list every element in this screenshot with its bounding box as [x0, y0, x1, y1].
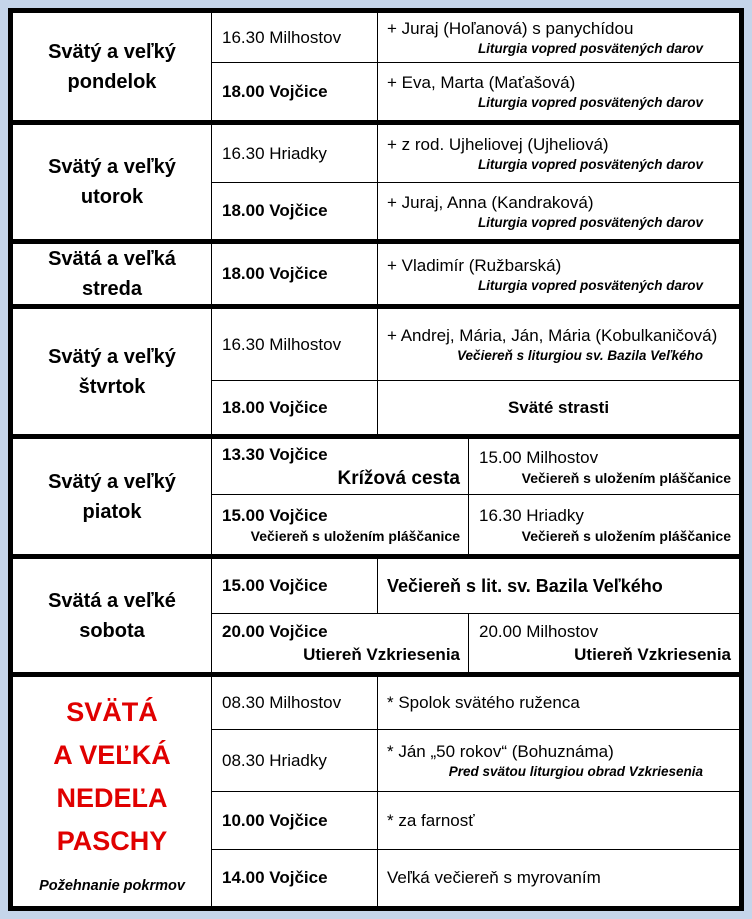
liturgy-note: Večiereň s liturgiou sv. Bazila Veľkého — [457, 348, 703, 363]
schedule-row — [212, 613, 739, 672]
service-cell — [469, 495, 739, 554]
day-name-cell — [13, 677, 212, 906]
day-name-line: PASCHY — [56, 826, 168, 856]
day-block-easter-sunday — [13, 672, 739, 906]
time-place-cell — [212, 13, 378, 62]
schedule-row — [212, 244, 739, 304]
day-name-line: sobota — [79, 619, 145, 642]
intention-text: + Juraj, Anna (Kandraková) — [387, 192, 594, 212]
day-entries — [212, 559, 739, 672]
service-name: Večiereň s lit. sv. Bazila Veľkého — [387, 575, 663, 596]
time-place-cell — [212, 850, 378, 906]
service-name: Večiereň s uložením pláščanice — [521, 528, 731, 544]
time-place: 10.00 Vojčice — [222, 810, 328, 830]
time-place-cell — [212, 792, 378, 849]
liturgy-note: Pred svätou liturgiou obrad Vzkriesenia — [448, 764, 703, 779]
time-place: 08.30 Hriadky — [222, 750, 327, 770]
description-cell — [378, 125, 739, 182]
day-name-line: Svätá a veľké — [48, 589, 176, 612]
day-entries — [212, 244, 739, 304]
service-cell — [212, 495, 469, 554]
liturgy-note: Liturgia vopred posvätených darov — [477, 95, 703, 110]
time-place-cell — [212, 677, 378, 729]
day-block-saturday — [13, 554, 739, 672]
schedule-row — [212, 439, 739, 494]
time-place-cell — [212, 730, 378, 791]
time-place-cell — [212, 125, 378, 182]
day-name-cell — [13, 439, 212, 554]
service-name: Krížová cesta — [337, 467, 460, 489]
day-name-line: Svätá a veľká — [48, 248, 176, 270]
time-place: 13.30 Vojčice — [222, 444, 328, 464]
schedule-row — [212, 559, 739, 613]
day-name-line: Svätý a veľký — [48, 156, 176, 178]
time-place: 20.00 Vojčice — [222, 622, 328, 641]
time-place-cell — [212, 559, 378, 613]
schedule-row — [212, 494, 739, 554]
service-name: Sväté strasti — [507, 397, 610, 417]
day-entries — [212, 13, 739, 120]
liturgy-note: Liturgia vopred posvätených darov — [477, 277, 703, 293]
schedule-row — [212, 849, 739, 906]
time-place: 18.00 Vojčice — [222, 397, 328, 417]
day-name-line: štvrtok — [78, 375, 146, 398]
time-place-cell — [212, 309, 378, 380]
service-name: Veľká večiereň s myrovaním — [387, 868, 601, 887]
service-name: Utiereň Vzkriesenia — [574, 645, 731, 664]
day-entries — [212, 677, 739, 906]
schedule-row — [212, 677, 739, 729]
schedule-row — [212, 62, 739, 120]
schedule-row — [212, 13, 739, 62]
time-place: 18.00 Vojčice — [222, 81, 328, 101]
intention-text: * Spolok svätého ruženca — [387, 693, 580, 712]
liturgy-note: Liturgia vopred posvätených darov — [477, 41, 703, 56]
time-place: 16.30 Milhostov — [222, 334, 342, 354]
time-place: 18.00 Vojčice — [222, 264, 328, 283]
day-name-cell — [13, 244, 212, 304]
service-cell — [212, 439, 469, 494]
blessing-note: Požehnanie pokrmov — [39, 878, 185, 894]
schedule-row — [212, 182, 739, 239]
day-block-tuesday — [13, 120, 739, 239]
service-cell — [469, 614, 739, 672]
easter-title — [53, 691, 171, 863]
day-name-line: pondelok — [67, 70, 157, 93]
day-entries — [212, 439, 739, 554]
time-place: 16.30 Milhostov — [222, 27, 342, 47]
day-name-line: piatok — [82, 500, 142, 523]
schedule-row — [212, 729, 739, 791]
schedule-row — [212, 791, 739, 849]
day-name-line: NEDEĽA — [56, 783, 168, 813]
day-name-line: A VEĽKÁ — [53, 740, 171, 770]
day-name-line: streda — [81, 278, 143, 300]
time-place: 18.00 Vojčice — [222, 201, 328, 220]
description-cell — [378, 63, 739, 120]
service-cell — [469, 439, 739, 494]
intention-text: + Eva, Marta (Maťašová) — [387, 73, 576, 92]
description-cell — [378, 309, 739, 380]
day-block-friday — [13, 434, 739, 554]
time-place: 16.30 Hriadky — [479, 506, 584, 525]
description-cell — [378, 13, 739, 62]
schedule-row — [212, 309, 739, 380]
time-place: 20.00 Milhostov — [479, 622, 599, 641]
day-name-line: utorok — [80, 186, 144, 208]
day-name-cell — [13, 559, 212, 672]
time-place: 08.30 Milhostov — [222, 693, 342, 712]
description-cell — [378, 183, 739, 239]
liturgy-note: Liturgia vopred posvätených darov — [477, 157, 703, 172]
intention-text: + Juraj (Hoľanová) s panychídou — [387, 19, 634, 38]
service-cell — [212, 614, 469, 672]
time-place-cell — [212, 183, 378, 239]
day-entries — [212, 309, 739, 434]
time-place: 16.30 Hriadky — [222, 143, 327, 163]
holy-week-schedule-table — [8, 8, 744, 911]
day-name-line: Svätý a veľký — [48, 345, 176, 368]
time-place: 15.00 Vojčice — [222, 576, 328, 595]
time-place-cell — [212, 244, 378, 304]
description-cell — [378, 730, 739, 791]
day-name-line: Svätý a veľký — [48, 40, 176, 63]
service-name: Večiereň s uložením pláščanice — [250, 528, 460, 544]
time-place: 15.00 Vojčice — [222, 506, 328, 525]
day-name-cell — [13, 309, 212, 434]
intention-text: * Ján „50 rokov“ (Bohuznáma) — [387, 742, 614, 761]
time-place-cell — [212, 381, 378, 434]
day-name-cell — [13, 13, 212, 120]
schedule-row — [212, 380, 739, 434]
day-block-thursday — [13, 304, 739, 434]
service-name: Utiereň Vzkriesenia — [303, 645, 460, 664]
time-place-cell — [212, 63, 378, 120]
liturgy-note: Liturgia vopred posvätených darov — [477, 214, 703, 230]
intention-text: + Andrej, Mária, Ján, Mária (Kobulkaničová) — [387, 326, 718, 345]
service-name: Večiereň s uložením pláščanice — [521, 470, 731, 486]
intention-text: * za farnosť — [387, 810, 475, 830]
time-place: 14.00 Vojčice — [222, 868, 328, 887]
intention-text: + z rod. Ujheliovej (Ujheliová) — [387, 135, 609, 154]
day-block-wednesday — [13, 239, 739, 304]
day-name-line: Svätý a veľký — [48, 470, 176, 493]
intention-text: + Vladimír (Ružbarská) — [387, 255, 562, 275]
day-block-monday — [13, 13, 739, 120]
schedule-row — [212, 125, 739, 182]
description-cell — [378, 244, 739, 304]
day-entries — [212, 125, 739, 239]
time-place: 15.00 Milhostov — [479, 448, 599, 467]
day-name-cell — [13, 125, 212, 239]
day-name-line: SVÄTÁ — [66, 697, 158, 727]
